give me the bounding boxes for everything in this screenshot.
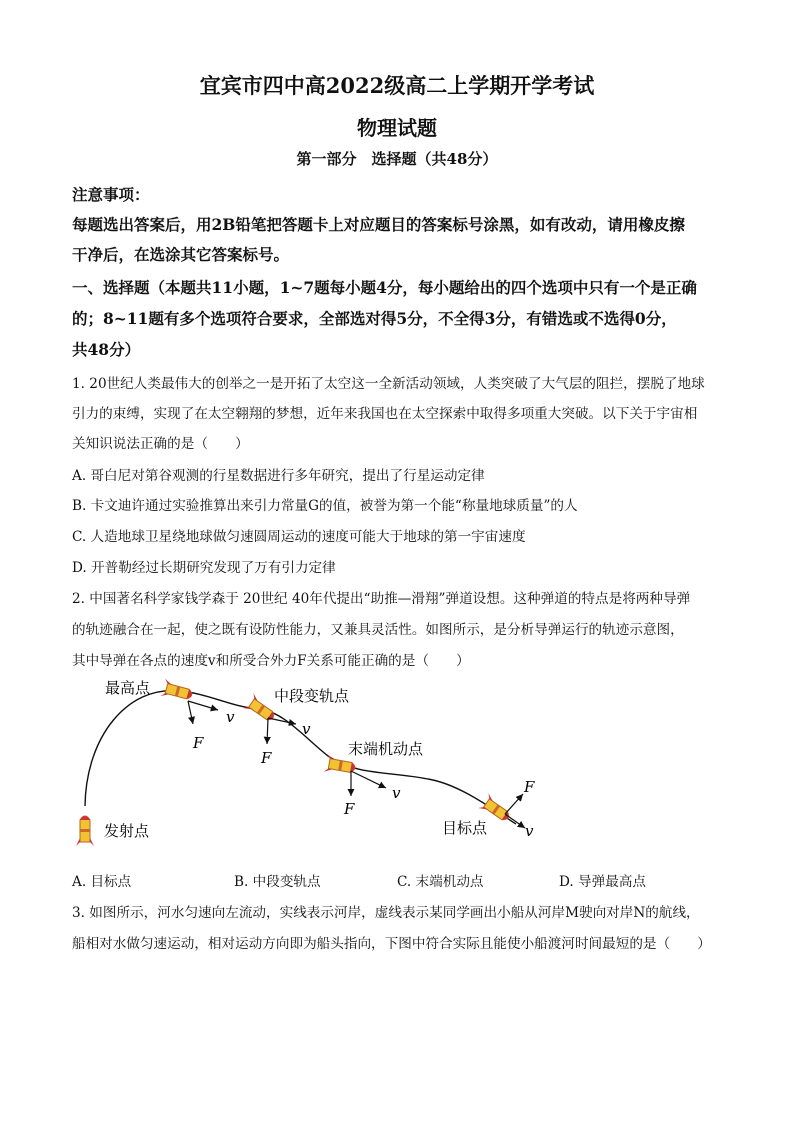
- label-launch: 发射点: [104, 822, 150, 840]
- q2-line-2: 的轨迹融合在一起，使之既有设防性能力，又兼具灵活性。如图所示，是分析导弹运行的轨迹示意图，: [72, 622, 684, 638]
- q2-line-3: 其中导弹在各点的速度v和所受合外力F关系可能正确的是（ ）: [72, 653, 470, 669]
- rocket-top-icon: [160, 679, 194, 704]
- part-title: 第一部分 选择题（共48分）: [296, 150, 498, 168]
- q1-option-c: C. 人造地球卫星绕地球做匀速圆周运动的速度可能大于地球的第一宇宙速度: [72, 529, 526, 545]
- arrow-F-mid: [267, 718, 268, 744]
- q1-line-1: 1. 20世纪人类最伟大的创举之一是开拓了太空这一全新活动领域，人类突破了大气层的阻拦，摆脱了地球: [72, 376, 705, 392]
- q1-line-2: 引力的束缚，实现了在太空翱翔的梦想，近年来我国也在太空探索中取得多项重大突破。以下关于宇宙相: [72, 406, 698, 422]
- v-label-mid: v: [302, 720, 311, 738]
- F-label-target: F: [524, 778, 535, 796]
- rocket-mid-icon: [243, 693, 278, 725]
- q3-line-2: 船相对水做匀速运动，相对运动方向即为船头指向，下图中符合实际且能使小船渡河时间最短的是（ ）: [72, 936, 711, 952]
- q3-line-1: 3. 如图所示，河水匀速向左流动，实线表示河岸，虚线表示某同学画出小船从河岸M驶向对岸N的航线，: [72, 905, 700, 921]
- v-label-end: v: [392, 784, 401, 802]
- q2-line-1: 2. 中国著名科学家钱学森于 20世纪 40年代提出“助推—滑翔”弹道设想。这种弹道的特点是将两种导弹: [72, 591, 691, 607]
- label-mid: 中段变轨点: [274, 687, 350, 705]
- v-label-top: v: [226, 708, 235, 726]
- exam-title: 宜宾市四中高2022级高二上学期开学考试: [199, 73, 595, 98]
- F-label-mid: F: [261, 749, 272, 767]
- q1-option-d: D. 开普勒经过长期研究发现了万有引力定律: [72, 560, 336, 576]
- arrow-v-mid: [268, 718, 296, 724]
- notice-heading: 注意事项：: [72, 185, 150, 204]
- arrow-v-end: [351, 771, 386, 788]
- v-label-target: v: [525, 822, 534, 840]
- q1-option-a: A. 哥白尼对第谷观测的行星数据进行多年研究，提出了行星运动定律: [72, 468, 485, 484]
- section-line-3: 共48分）: [72, 340, 141, 359]
- rocket-launch-icon: [76, 816, 94, 846]
- arrow-F-top: [188, 701, 193, 724]
- q2-option-a: A. 目标点: [72, 874, 132, 890]
- q1-line-3: 关知识说法正确的是（ ）: [72, 436, 249, 452]
- label-top: 最高点: [105, 679, 151, 697]
- section-line-2: 的；8~11题有多个选项符合要求，全部选对得5分，不全得3分，有错选或不选得0分，: [72, 309, 677, 328]
- label-target: 目标点: [442, 819, 488, 837]
- q2-option-c: C. 末端机动点: [397, 874, 484, 890]
- q1-option-b: B. 卡文迪许通过实验推算出来引力常量G的值，被誉为第一个能“称量地球质量”的人: [72, 498, 578, 514]
- q2-option-b: B. 中段变轨点: [234, 874, 321, 890]
- section-line-1: 一、选择题（本题共11小题，1~7题每小题4分，每小题给出的四个选项中只有一个是正确: [72, 278, 697, 297]
- F-label-top: F: [193, 734, 204, 752]
- q2-option-d: D. 导弹最高点: [559, 874, 647, 890]
- trajectory-curve: [85, 691, 516, 824]
- subject-title: 物理试题: [357, 116, 437, 140]
- label-end: 末端机动点: [348, 740, 424, 758]
- F-label-end: F: [344, 800, 355, 818]
- arrow-v-top: [188, 701, 218, 710]
- arrow-v-target: [505, 814, 525, 828]
- notice-line-1: 每题选出答案后，用2B铅笔把答题卡上对应题目的答案标号涂黑，如有改动，请用橡皮擦: [72, 215, 685, 234]
- arrow-F-target: [505, 794, 523, 814]
- missile-trajectory-figure: [68, 676, 568, 866]
- notice-line-2: 干净后，在选涂其它答案标号。: [72, 245, 290, 264]
